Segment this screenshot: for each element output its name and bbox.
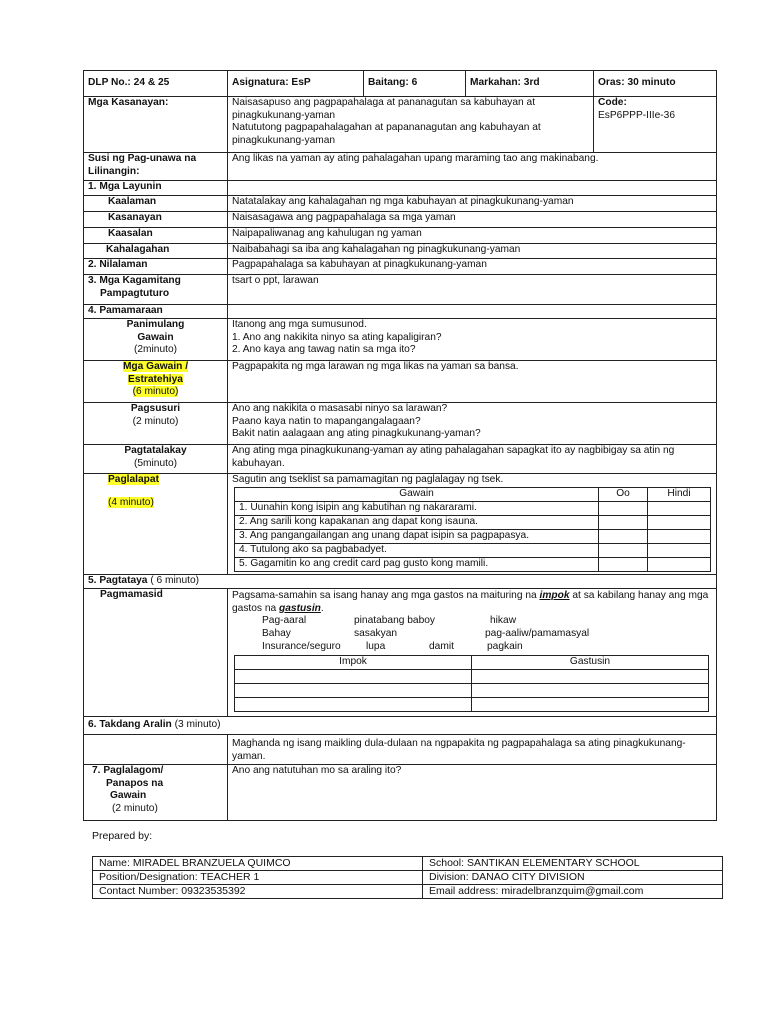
checklist-header	[235, 487, 711, 501]
checklist-header-oo: Oo	[599, 487, 648, 501]
kagamitan-row	[84, 275, 717, 305]
header-row	[84, 71, 717, 97]
kaalaman-row	[84, 196, 717, 212]
pagtataya-time: ( 6 minuto)	[150, 575, 200, 586]
checklist-hindi-cell[interactable]	[648, 501, 711, 515]
prepared-row	[93, 871, 723, 885]
pagsusuri-label-text: Pagsusuri	[130, 403, 181, 414]
kagamitan-label	[84, 275, 228, 305]
susi-row	[84, 153, 717, 181]
checklist-hindi-cell[interactable]	[648, 543, 711, 557]
paglalapat-value	[228, 474, 717, 575]
takdang-row	[84, 717, 717, 735]
checklist-header-gawain: Gawain	[235, 487, 599, 501]
pagsusuri-value	[228, 403, 717, 445]
panimula-line-2: 1. Ano ang nakikita ninyo sa ating kapaligiran?	[232, 331, 442, 343]
prepared-row	[93, 857, 723, 871]
word-item: hikaw	[490, 615, 517, 626]
panimula-row	[84, 319, 717, 361]
checklist-oo-cell[interactable]	[599, 529, 648, 543]
word-item: sasakyan	[354, 628, 398, 639]
header-impok: Impok	[235, 656, 472, 670]
takdang-value: Maghanda ng isang maikling dula-dulaan na ngpapakita ng pagpapahalaga sa ating pinagkukunang-yaman.	[228, 735, 717, 765]
kasanayan-value	[228, 97, 594, 153]
takdang-time: (3 minuto)	[174, 719, 221, 731]
dlp-number: DLP No.: 24 & 25	[84, 71, 228, 97]
word-item: Pag-aaral	[262, 615, 307, 626]
instruction-part-1: Pagsama-samahin sa isang hanay ang mga gastos na maituring na	[232, 590, 540, 601]
panimula-time: (2minuto)	[133, 344, 178, 355]
code-cell	[594, 97, 717, 153]
header-gastusin: Gastusin	[472, 656, 709, 670]
checklist-item: 2. Ang sarili kong kapakanan ang dapat kong isauna.	[235, 515, 599, 529]
layunin-label: 1. Mga Layunin	[84, 181, 228, 196]
pagsusuri-label	[84, 403, 228, 445]
teacher-name: Name: MIRADEL BRANZUELA QUIMCO	[93, 857, 423, 871]
kagamitan-label-2: Pampagtuturo	[100, 287, 170, 299]
gawain-row	[84, 361, 717, 403]
pamamaraan-empty	[228, 305, 717, 319]
takdang-value-row	[84, 735, 717, 765]
gastusin-cell[interactable]	[472, 698, 709, 712]
keyword-gastusin: gastusin	[279, 602, 321, 614]
gastusin-cell[interactable]	[472, 684, 709, 698]
pagsusuri-time: (2 minuto)	[132, 415, 179, 427]
panimula-label	[84, 319, 228, 361]
impok-cell[interactable]	[235, 670, 472, 684]
kasanayan-label: Mga Kasanayan:	[84, 97, 228, 153]
word-item: pag-aaliw/pamamasyal	[485, 628, 590, 639]
impok-gastusin-table	[234, 655, 709, 712]
word-item: Bahay	[262, 628, 291, 639]
impok-cell[interactable]	[235, 684, 472, 698]
kahalagahan-label: Kahalagahan	[84, 244, 228, 259]
pagsusuri-row	[84, 403, 717, 445]
kahalagahan-value: Naibabahagi sa iba ang kahalagahan ng pinagkukunang-yaman	[228, 244, 717, 259]
kahalagahan-row	[84, 244, 717, 259]
prepared-by-table	[92, 856, 723, 899]
kasanayan-line-2: Natututong pagpapahalagahan at papananagutan ang kabuhayan at pinagkukunang-yaman	[232, 122, 541, 146]
checklist-item: 5. Gagamitin ko ang credit card pag gusto kong mamili.	[235, 557, 599, 571]
kasanayan-obj-row	[84, 212, 717, 228]
paglalagom-label	[84, 765, 228, 821]
pagtatalakay-time: (5minuto)	[133, 457, 178, 469]
checklist-row	[235, 557, 711, 571]
checklist-oo-cell[interactable]	[599, 501, 648, 515]
layunin-empty	[228, 181, 717, 196]
kaalaman-value: Natatalakay ang kahalagahan ng mga kabuhayan at pinagkukunang-yaman	[228, 196, 717, 212]
takdang-empty	[84, 735, 228, 765]
susi-label: Susi ng Pag-unawa na Lilinangin:	[84, 153, 228, 181]
kasanayan-row	[84, 97, 717, 153]
checklist-item: 3. Ang pangangailangan ang unang dapat isipin sa pagpapasya.	[235, 529, 599, 543]
pagtataya-heading	[84, 575, 717, 589]
nilalaman-row	[84, 259, 717, 275]
answer-row	[235, 698, 709, 712]
checklist-hindi-cell[interactable]	[648, 515, 711, 529]
paglalapat-label-text: Paglalapat	[108, 474, 159, 485]
markahan: Markahan: 3rd	[466, 71, 594, 97]
pagtatalakay-row	[84, 445, 717, 474]
position: Position/Designation: TEACHER 1	[93, 871, 423, 885]
gawain-label-2: Estratehiya	[128, 373, 183, 385]
kasanayan-obj-label: Kasanayan	[84, 212, 228, 228]
answer-row	[235, 684, 709, 698]
kagamitan-value: tsart o ppt, larawan	[228, 275, 717, 305]
panimula-label-1: Panimulang	[126, 319, 185, 330]
susi-value: Ang likas na yaman ay ating pahalagahan upang maraming tao ang makinabang.	[228, 153, 717, 181]
paglalagom-label-3: Gawain	[110, 790, 147, 801]
paglalagom-value: Ano ang natutuhan mo sa araling ito?	[228, 765, 717, 821]
lesson-plan-table	[83, 70, 717, 821]
pagmamasid-label: Pagmamasid	[84, 589, 228, 717]
checklist-row	[235, 501, 711, 515]
keyword-impok: impok	[539, 590, 570, 601]
pagtatalakay-label	[84, 445, 228, 474]
checklist-hindi-cell[interactable]	[648, 529, 711, 543]
nilalaman-value: Pagpapahalaga sa kabuhayan at pinagkukunang-yaman	[228, 259, 717, 275]
pagsusuri-line-2: Paano kaya natin to mapangangalagaan?	[232, 415, 421, 427]
impok-gastusin-header	[235, 656, 709, 670]
word-item: lupa	[366, 641, 386, 652]
word-item: pinatabang baboy	[354, 615, 436, 626]
checklist-oo-cell[interactable]	[599, 557, 648, 571]
instruction-part-2: at sa kabilang hanay ang mga gastos na	[232, 590, 709, 614]
pamamaraan-row	[84, 305, 717, 319]
code-label: Code:	[598, 97, 627, 108]
checklist-item: 1. Uunahin kong isipin ang kabutihan ng nakararami.	[235, 501, 599, 515]
prepared-row	[93, 885, 723, 899]
checklist-header-hindi: Hindi	[648, 487, 711, 501]
layunin-row	[84, 181, 717, 196]
kaalaman-label: Kaalaman	[84, 196, 228, 212]
gawain-time: (6 minuto)	[132, 386, 179, 397]
pamamaraan-label: 4. Pamamaraan	[84, 305, 228, 319]
word-item: pagkain	[487, 641, 523, 652]
checklist-table	[234, 487, 711, 572]
paglalagom-row	[84, 765, 717, 821]
pagsusuri-line-1: Ano ang nakikita o masasabi ninyo sa larawan?	[232, 403, 448, 414]
school-name: School: SANTIKAN ELEMENTARY SCHOOL	[423, 857, 723, 871]
checklist-row	[235, 529, 711, 543]
pagtataya-label: 5. Pagtataya	[88, 575, 148, 586]
word-item: Insurance/seguro	[262, 641, 341, 652]
impok-cell[interactable]	[235, 698, 472, 712]
takdang-heading	[84, 717, 717, 735]
pagsusuri-line-3: Bakit natin aalagaan ang ating pinagkukunang-yaman?	[232, 428, 481, 439]
paglalapat-time: (4 minuto)	[108, 496, 154, 508]
pagtataya-row	[84, 575, 717, 589]
contact-number: Contact Number: 09323535392	[93, 885, 423, 899]
paglalapat-row	[84, 474, 717, 575]
pagmamasid-row	[84, 589, 717, 717]
nilalaman-label: 2. Nilalaman	[84, 259, 228, 275]
paglalapat-label	[84, 474, 228, 575]
pagmamasid-value	[228, 589, 717, 717]
gawain-label	[84, 361, 228, 403]
kaasalan-row	[84, 228, 717, 244]
paglalagom-time: (2 minuto)	[112, 802, 158, 814]
word-item: damit	[429, 641, 454, 652]
oras: Oras: 30 minuto	[594, 71, 717, 97]
paglalagom-label-1: 7. Paglalagom/	[92, 765, 164, 776]
checklist-row	[235, 515, 711, 529]
panimula-line-3: 2. Ano kaya ang tawag natin sa mga ito?	[232, 344, 416, 355]
panimula-line-1: Itanong ang mga sumusunod.	[232, 319, 367, 330]
checklist-oo-cell[interactable]	[599, 543, 648, 557]
kaasalan-value: Naipapaliwanag ang kahulugan ng yaman	[228, 228, 717, 244]
email-address: Email address: miradelbranzquim@gmail.com	[423, 885, 723, 899]
baitang: Baitang: 6	[364, 71, 466, 97]
division: Division: DANAO CITY DIVISION	[423, 871, 723, 885]
checklist-item: 4. Tutulong ako sa pagbabadyet.	[235, 543, 599, 557]
panimula-label-2: Gawain	[137, 331, 174, 343]
gastusin-cell[interactable]	[472, 670, 709, 684]
checklist-hindi-cell[interactable]	[648, 557, 711, 571]
asignatura: Asignatura: EsP	[228, 71, 364, 97]
paglalagom-label-2: Panapos na	[106, 777, 164, 789]
checklist-oo-cell[interactable]	[599, 515, 648, 529]
paglalapat-instruction: Sagutin ang tseklist sa pamamagitan ng paglalagay ng tsek.	[232, 474, 504, 485]
gawain-label-1: Mga Gawain /	[122, 361, 189, 372]
takdang-label: 6. Takdang Aralin	[88, 719, 172, 731]
gawain-value: Pagpapakita ng mga larawan ng mga likas na yaman sa bansa.	[228, 361, 717, 403]
kasanayan-line-1: Naisasapuso ang pagpapahalaga at pananagutan sa kabuhayan at pinagkukunang-yaman	[232, 97, 536, 121]
checklist-row	[235, 543, 711, 557]
instruction-part-3: .	[320, 602, 324, 614]
pagmamasid-instruction	[228, 589, 716, 615]
kagamitan-label-1: 3. Mga Kagamitang	[88, 275, 181, 286]
prepared-by-label: Prepared by:	[92, 830, 153, 842]
kasanayan-obj-value: Naisasagawa ang pagpapahalaga sa mga yaman	[228, 212, 717, 228]
pagtatalakay-value: Ang ating mga pinagkukunang-yaman ay ating pahalagahan sapagkat ito ay nagbibigay sa atin ng kabuhayan.	[228, 445, 717, 474]
pagtatalakay-label-text: Pagtatalakay	[124, 445, 187, 456]
code-value: EsP6PPP-IIIe-36	[598, 109, 676, 121]
panimula-value	[228, 319, 717, 361]
kaasalan-label: Kaasalan	[84, 228, 228, 244]
answer-row	[235, 670, 709, 684]
word-bank	[228, 615, 716, 655]
